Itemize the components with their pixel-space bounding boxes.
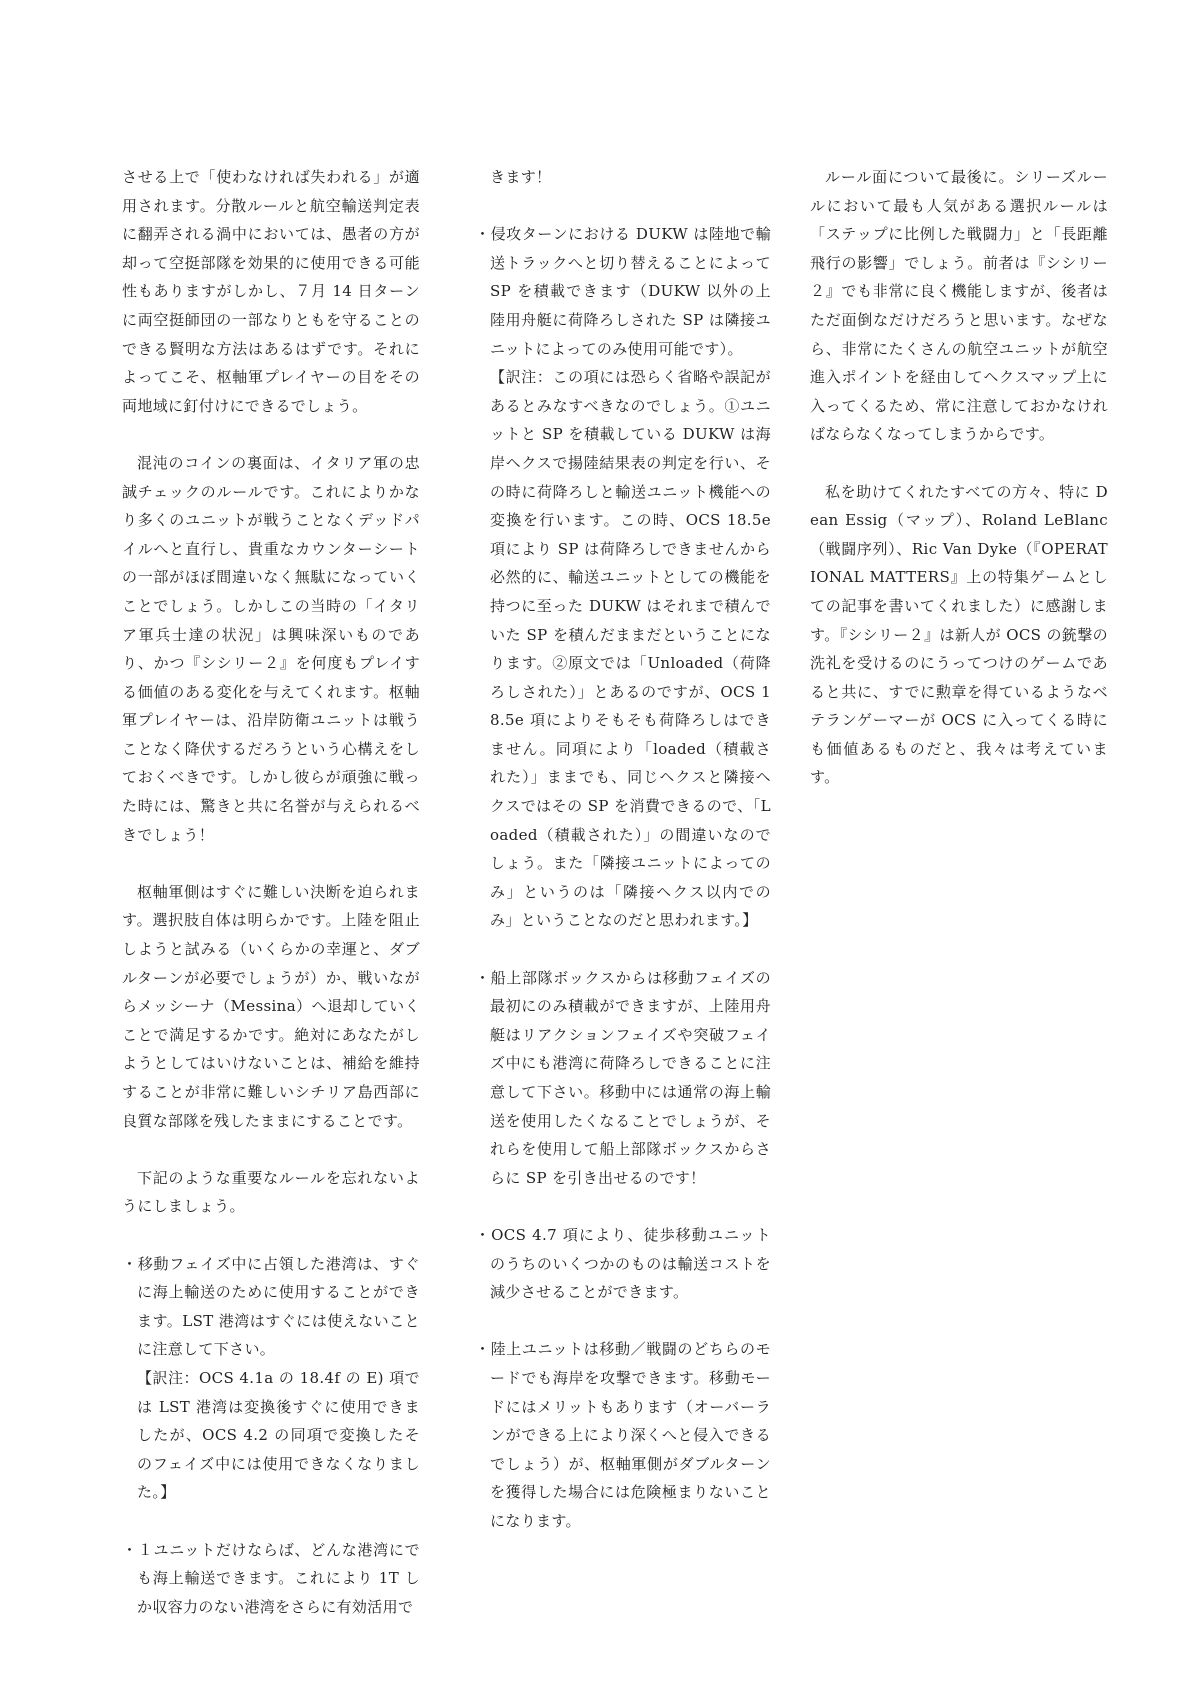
- bullet-text: ・侵攻ターンにおける DUKW は陸地で輸送トラックへと切り替えることによって SP を積載できます（DUKW 以外の上陸用舟艇に荷降ろしされた SP は隣接ユニットによってのみ使用可能です）。: [475, 225, 771, 358]
- text-column-right: [810, 163, 1108, 821]
- paragraph-axis-decision: 枢軸軍側はすぐに難しい決断を迫られます。選択肢自体は明らかです。上陸を阻止しようと試みる（いくらかの幸運と、ダブルターンが必要でしょうが）か、戦いながらメッシーナ（Messina）へ退却していくことで満足するかです。絶対にあなたがしようとしてはいけないことは、補給を維持することが非常に難しいシチリア島西部に良質な部隊を残したままにすることです。: [122, 882, 420, 1130]
- paragraph-italian-loyalty: 混沌のコインの裏面は、イタリア軍の忠誠チェックのルールです。これによりかなり多くのユニットが戦うことなくデッドパイルへと直行し、貴重なカウンターシートの一部がほぼ間違いなく無駄になっていくことでしょう。しかしこの当時の「イタリア軍兵士達の状況」は興味深いものであり、かつ『シシリー２』を何度もプレイする価値のある変化を与えてくれます。枢軸軍プレイヤーは、沿岸防衛ユニットは戦うことなく降伏するだろうという心構えをしておくべきです。しかし彼らが頑強に戦った時には、驚きと共に名誉が与えられるべきでしょう！: [122, 453, 420, 844]
- bullet-text: ・移動フェイズ中に占領した港湾は、すぐに海上輸送のために使用することができます。LST 港湾はすぐには使えないことに注意して下さい。: [122, 1254, 420, 1359]
- bullet-shipboard-box: ・船上部隊ボックスからは移動フェイズの最初にのみ積載ができますが、上陸用舟艇はリアクションフェイズや突破フェイズ中にも港湾に荷降ろしできることに注意して下さい。移動中には通常の海上輸送を使用したくなることでしょうが、それらを使用して船上部隊ボックスからさらに SP を引き出せるのです！: [475, 968, 771, 1187]
- translator-note: 【訳注：OCS 4.1a の 18.4f の E) 項では LST 港湾は変換後すぐに使用できましたが、OCS 4.2 の同項で変換したそのフェイズ中には使用できなくなりました。】: [137, 1368, 420, 1502]
- translator-note: 【訳注：この項には恐らく省略や誤記があるとみなすべきなのでしょう。①ユニットと SP を積載している DUKW は海岸ヘクスで揚陸結果表の判定を行い、その時に荷降ろしと輸送ユニット機能への変換を行います。この時、OCS 18.5e 項により SP は荷降ろしできませんから必然的に、輸送ユニットとしての機能を持つに至った DUKW はそれまで積んでいた SP を積んだままだということになります。②原文では「Unloaded（荷降ろしされた）」とあるのですが、OCS 18.5e 項によりそもそも荷降ろしはできません。同項により「loaded（積載された）」ままでも、同じヘクスと隣接ヘクスではその SP を消費できるので、「Loaded（積載された）」の間違いなのでしょう。また「隣接ユニットによってのみ」というのは「隣接ヘクス以内でのみ」ということなのだと思われます。】: [490, 368, 771, 930]
- paragraph-optional-rules: ルール面について最後に。シリーズルールにおいて最も人気がある選択ルールは「ステップに比例した戦闘力」と「長距離飛行の影響」でしょう。前者は『シシリー２』でも非常に良く機能しますが、後者はただ面倒なだけだろうと思います。なぜなら、非常にたくさんの航空ユニットが航空進入ポイントを経由してヘクスマップ上に入ってくるため、常に注意しておかなければならなくなってしまうからです。: [810, 168, 1108, 444]
- paragraph-continuation: きます！: [490, 168, 552, 186]
- bullet-captured-ports: [122, 1250, 420, 1507]
- bullet-foot-units: ・OCS 4.7 項により、徒歩移動ユニットのうちのいくつかのものは輸送コストを減少させることができます。: [475, 1225, 771, 1302]
- paragraph-acknowledgements: 私を助けてくれたすべての方々、特に Dean Essig（マップ）、Roland LeBlanc（戦闘序列）、Ric Van Dyke（『OPERATIONAL MATTERS』上の特集ゲームとしての記事を書いてくれました）に感謝します。『シシリー２』は新人が OCS の銃撃の洗礼を受けるのにうってつけのゲームであると共に、すでに勲章を得ているようなベテランゲーマーが OCS に入ってくる時にも価値あるものだと、我々は考えています。: [810, 482, 1108, 787]
- bullet-dukw: [475, 220, 771, 935]
- paragraph-airborne-usage: させる上で「使わなければ失われる」が適用されます。分散ルールと航空輸送判定表に翻弄される渦中においては、愚者の方が却って空挺部隊を効果的に使用できる可能性もありますがしかし、７月 14 日ターンに両空挺師団の一部なりともを守ることのできる賢明な方法はあるはずです。それによってこそ、枢軸軍プレイヤーの目をその両地域に釘付けにできるでしょう。: [122, 168, 420, 415]
- text-column-left: [122, 163, 420, 1621]
- paragraph-rules-intro: 下記のような重要なルールを忘れないようにしましょう。: [122, 1168, 420, 1216]
- bullet-single-unit-transport: ・１ユニットだけならば、どんな港湾にでも海上輸送できます。これにより 1T しか収容力のない港湾をさらに有効活用で: [122, 1540, 420, 1616]
- bullet-beach-attack: ・陸上ユニットは移動／戦闘のどちらのモードでも海岸を攻撃できます。移動モードにはメリットもあります（オーバーランができる上により深くへと侵入できるでしょう）が、枢軸軍側がダブルターンを獲得した場合には危険極まりないことになります。: [475, 1340, 771, 1530]
- text-column-middle: [475, 163, 771, 1536]
